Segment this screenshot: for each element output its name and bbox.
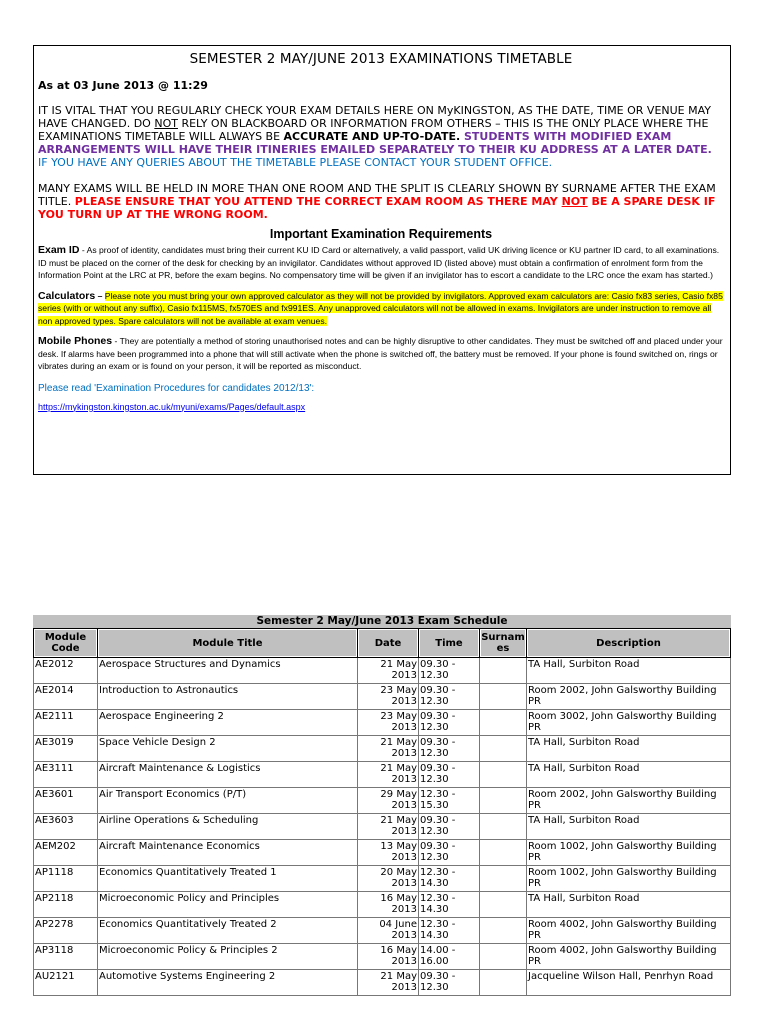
mobile-phones-text: - They are potentially a method of storing unauthorised notes and can be highly disruptive to other candidates. They must be switched off and placed under your desk. If alarms have been programmed into a phone that will still activate when the phone is switched off, the battery must be removed. If your phone is found switched on, rings or vibrates during an exam or is found on your person, it will be reported as misconduct. xyxy=(38,336,723,371)
rooms-paragraph xyxy=(38,182,724,221)
calculators-dash: – xyxy=(95,290,105,301)
date-cell: 23 May 2013 xyxy=(358,684,419,710)
module-title-cell: Aircraft Maintenance & Logistics xyxy=(98,762,358,788)
table-row xyxy=(34,970,731,996)
mobile-phones-label: Mobile Phones xyxy=(38,335,113,347)
table-row xyxy=(34,866,731,892)
surnames-cell xyxy=(480,892,527,918)
surnames-cell xyxy=(480,970,527,996)
description-cell: TA Hall, Surbiton Road xyxy=(527,762,731,788)
description-cell: Room 4002, John Galsworthy Building PR xyxy=(527,918,731,944)
module-title-cell: Air Transport Economics (P/T) xyxy=(98,788,358,814)
para1-accurate: ACCURATE AND UP-TO-DATE. xyxy=(283,130,461,143)
date-cell: 21 May 2013 xyxy=(358,762,419,788)
table-row xyxy=(34,788,731,814)
para2-warning-a: PLEASE ENSURE THAT YOU ATTEND THE CORRECT EXAM ROOM AS THERE MAY xyxy=(74,195,562,208)
module-code-header: Module Code xyxy=(34,629,98,658)
date-cell: 04 June 2013 xyxy=(358,918,419,944)
description-cell: TA Hall, Surbiton Road xyxy=(527,814,731,840)
para1-modified-arrangements: STUDENTS WITH MODIFIED EXAM ARRANGEMENTS WILL HAVE THEIR ITINERIES EMAILED SEPARATELY TO THEIR KU ADDRESS AT A LATER DATE. xyxy=(38,130,712,156)
module-title-cell: Microeconomic Policy & Principles 2 xyxy=(98,944,358,970)
table-row xyxy=(34,918,731,944)
date-header: Date xyxy=(358,629,419,658)
surnames-cell xyxy=(480,840,527,866)
procedures-link[interactable]: https://mykingston.kingston.ac.uk/myuni/exams/Pages/default.aspx xyxy=(38,401,306,412)
table-row xyxy=(34,762,731,788)
time-cell: 09.30 - 12.30 xyxy=(419,710,480,736)
table-row xyxy=(34,736,731,762)
surnames-cell xyxy=(480,918,527,944)
para2-warning-b: BE A SPARE DESK IF YOU TURN UP AT THE WRONG ROOM. xyxy=(38,195,716,221)
module-title-cell: Aerospace Engineering 2 xyxy=(98,710,358,736)
description-cell: Room 3002, John Galsworthy Building PR xyxy=(527,710,731,736)
module-code-cell: AP2278 xyxy=(34,918,98,944)
time-header: Time xyxy=(419,629,480,658)
time-cell: 09.30 - 12.30 xyxy=(419,840,480,866)
module-title-cell: Airline Operations & Scheduling xyxy=(98,814,358,840)
description-cell: TA Hall, Surbiton Road xyxy=(527,892,731,918)
module-title-cell: Space Vehicle Design 2 xyxy=(98,736,358,762)
description-cell: Room 1002, John Galsworthy Building PR xyxy=(527,840,731,866)
time-cell: 09.30 - 12.30 xyxy=(419,814,480,840)
date-cell: 21 May 2013 xyxy=(358,814,419,840)
time-cell: 09.30 - 12.30 xyxy=(419,684,480,710)
calculators-requirement xyxy=(38,290,724,328)
module-code-cell: AE3019 xyxy=(34,736,98,762)
surnames-cell xyxy=(480,736,527,762)
para2-text: MANY EXAMS WILL BE HELD IN MORE THAN ONE ROOM AND THE SPLIT IS CLEARLY SHOWN BY SURNAME AFTER THE EXAM TITLE. xyxy=(38,182,716,208)
time-cell: 09.30 - 12.30 xyxy=(419,970,480,996)
requirements-heading: Important Examination Requirements xyxy=(269,227,493,241)
table-row xyxy=(34,814,731,840)
module-title-cell: Aerospace Structures and Dynamics xyxy=(98,658,358,684)
exam-notice-box xyxy=(33,45,731,475)
description-header: Description xyxy=(527,629,731,658)
para1-text-b: RELY ON BLACKBOARD OR INFORMATION FROM OTHERS – THIS IS THE ONLY PLACE WHERE THE EXAMINATIONS TIMETABLE WILL ALWAYS BE xyxy=(38,117,709,143)
table-row xyxy=(34,658,731,684)
module-code-cell: AP1118 xyxy=(34,866,98,892)
para2-warning-not: NOT xyxy=(561,195,588,208)
schedule-table xyxy=(33,628,731,996)
description-cell: TA Hall, Surbiton Road xyxy=(527,736,731,762)
description-cell: Room 4002, John Galsworthy Building PR xyxy=(527,944,731,970)
surnames-cell xyxy=(480,944,527,970)
module-code-cell: AU2121 xyxy=(34,970,98,996)
module-code-cell: AE3111 xyxy=(34,762,98,788)
schedule-title: Semester 2 May/June 2013 Exam Schedule xyxy=(33,615,731,628)
module-title-cell: Aircraft Maintenance Economics xyxy=(98,840,358,866)
module-code-cell: AE2012 xyxy=(34,658,98,684)
table-row xyxy=(34,840,731,866)
module-code-cell: AE2014 xyxy=(34,684,98,710)
surnames-cell xyxy=(480,814,527,840)
date-cell: 20 May 2013 xyxy=(358,866,419,892)
time-cell: 09.30 - 12.30 xyxy=(419,736,480,762)
time-cell: 12.30 - 14.30 xyxy=(419,866,480,892)
table-row xyxy=(34,892,731,918)
exam-id-text: - As proof of identity, candidates must bring their current KU ID Card or alternatively, a valid passport, valid UK driving licence or KU partner ID card, to all examinations. ID must be placed on the corner of the desk for checking by an invigilator. Candidates without approved ID (listed above) must obtain a confirmation of enrolment form from the Information Point at the LRC at PR, before the exam begins. No compensatory time will be given if an invigilator has to escort a candidate to the LRC once the exam has started.) xyxy=(38,245,720,280)
surnames-cell xyxy=(480,658,527,684)
date-cell: 29 May 2013 xyxy=(358,788,419,814)
module-title-cell: Introduction to Astronautics xyxy=(98,684,358,710)
time-cell: 09.30 - 12.30 xyxy=(419,658,480,684)
queries-paragraph: IF YOU HAVE ANY QUERIES ABOUT THE TIMETABLE PLEASE CONTACT YOUR STUDENT OFFICE. xyxy=(38,156,553,169)
description-cell: Jacqueline Wilson Hall, Penrhyn Road xyxy=(527,970,731,996)
exam-id-label: Exam ID xyxy=(38,244,80,256)
time-cell: 09.30 - 12.30 xyxy=(419,762,480,788)
module-title-cell: Automotive Systems Engineering 2 xyxy=(98,970,358,996)
date-cell: 16 May 2013 xyxy=(358,892,419,918)
surnames-cell xyxy=(480,710,527,736)
para1-not: NOT xyxy=(154,117,178,130)
date-cell: 23 May 2013 xyxy=(358,710,419,736)
surnames-cell xyxy=(480,684,527,710)
time-cell: 12.30 - 14.30 xyxy=(419,918,480,944)
schedule-body xyxy=(34,658,731,996)
mobile-phones-requirement xyxy=(38,335,724,373)
exam-schedule xyxy=(33,615,731,996)
description-cell: TA Hall, Surbiton Road xyxy=(527,658,731,684)
surnames-cell xyxy=(480,762,527,788)
module-code-cell: AE2111 xyxy=(34,710,98,736)
module-title-cell: Microeconomic Policy and Principles xyxy=(98,892,358,918)
schedule-header-row xyxy=(34,629,731,658)
time-cell: 14.00 - 16.00 xyxy=(419,944,480,970)
date-cell: 21 May 2013 xyxy=(358,736,419,762)
calculators-label: Calculators xyxy=(38,289,96,302)
time-cell: 12.30 - 14.30 xyxy=(419,892,480,918)
surnames-cell xyxy=(480,866,527,892)
table-row xyxy=(34,710,731,736)
as-at-timestamp: As at 03 June 2013 @ 11:29 xyxy=(38,79,208,92)
procedures-intro: Please read 'Examination Procedures for candidates 2012/13': xyxy=(38,382,315,394)
surnames-header: Surnam es xyxy=(480,629,527,658)
description-cell: Room 2002, John Galsworthy Building PR xyxy=(527,684,731,710)
table-row xyxy=(34,944,731,970)
module-title-cell: Economics Quantitatively Treated 1 xyxy=(98,866,358,892)
module-code-cell: AEM202 xyxy=(34,840,98,866)
date-cell: 21 May 2013 xyxy=(358,658,419,684)
time-cell: 12.30 - 15.30 xyxy=(419,788,480,814)
module-title-header: Module Title xyxy=(98,629,358,658)
table-row xyxy=(34,684,731,710)
module-code-cell: AP2118 xyxy=(34,892,98,918)
vital-check-paragraph xyxy=(38,104,724,156)
calculators-text: Please note you must bring your own approved calculator as they will not be provided by invigilators. Approved exam calculators are: Casio fx83 series, Casio fx85 series (with or without any suffix), Casio fx115MS, fx570ES and fx991ES. Any unapproved calculators will not be allowed in exams. Invigilators are under instruction to remove all non approved types. Spare calculators will not be available at exam venues. xyxy=(38,290,723,326)
date-cell: 16 May 2013 xyxy=(358,944,419,970)
module-code-cell: AE3601 xyxy=(34,788,98,814)
para1-text-a: IT IS VITAL THAT YOU REGULARLY CHECK YOUR EXAM DETAILS HERE ON MyKINGSTON, AS THE DATE, TIME OR VENUE MAY HAVE CHANGED. DO xyxy=(38,104,712,130)
page-title: SEMESTER 2 MAY/JUNE 2013 EXAMINATIONS TIMETABLE xyxy=(189,51,573,67)
date-cell: 21 May 2013 xyxy=(358,970,419,996)
description-cell: Room 1002, John Galsworthy Building PR xyxy=(527,866,731,892)
date-cell: 13 May 2013 xyxy=(358,840,419,866)
surnames-cell xyxy=(480,788,527,814)
module-code-cell: AE3603 xyxy=(34,814,98,840)
module-code-cell: AP3118 xyxy=(34,944,98,970)
description-cell: Room 2002, John Galsworthy Building PR xyxy=(527,788,731,814)
exam-id-requirement xyxy=(38,244,724,282)
module-title-cell: Economics Quantitatively Treated 2 xyxy=(98,918,358,944)
